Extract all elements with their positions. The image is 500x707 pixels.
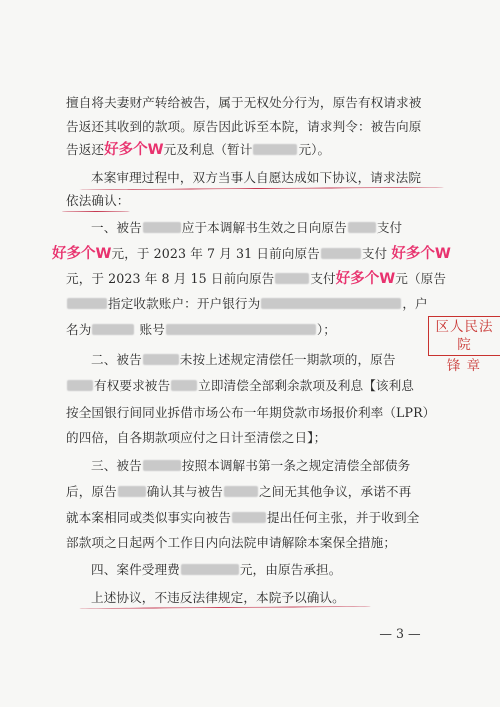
text-segment: 后，原告 <box>66 484 117 499</box>
redaction <box>67 298 107 309</box>
redaction <box>143 460 181 471</box>
paragraph-line-18: 部款项之日起两个工作日内向法院申请解除本案保全措施； <box>66 535 397 550</box>
watermark-text: 好多个W <box>335 271 396 287</box>
text-segment: 名为 <box>66 322 92 337</box>
redaction <box>321 248 361 259</box>
watermark-text: 好多个W <box>52 246 112 262</box>
text-segment: 按照本调解书第一条之规定清偿全部债务 <box>181 458 411 473</box>
text-segment: 一、被告 <box>91 220 142 235</box>
text-segment: 立即清偿全部剩余款项及利息【该利息 <box>198 378 414 393</box>
text-segment: 应于本调解书生效之日向原告 <box>181 220 347 235</box>
paragraph-line-7 <box>52 246 452 262</box>
redaction <box>118 486 146 497</box>
paragraph-line-16 <box>66 484 441 500</box>
text-segment: 指定收款账户：开户银行为 <box>108 296 261 311</box>
redaction <box>232 512 266 523</box>
text-segment: 告返还 <box>66 142 105 157</box>
page-number: — 3 — <box>379 626 421 641</box>
stamp-line-2: 锋 章 <box>446 358 482 374</box>
paragraph-line-9 <box>66 296 441 312</box>
text-segment: 四、案件受理费 <box>91 562 180 577</box>
text-segment: 确认其与被告 <box>146 484 223 499</box>
paragraph-line-10 <box>66 322 441 338</box>
paragraph-line-19 <box>91 562 441 578</box>
red-underline <box>79 606 371 609</box>
paragraph-line-6 <box>91 220 441 236</box>
redaction <box>261 298 401 309</box>
paragraph-line-2: 告返还其收到的款项。原告因此诉至本院，请求判令：被告向原 <box>66 119 422 134</box>
redaction <box>143 222 181 233</box>
paragraph-line-11 <box>91 352 441 368</box>
text-segment: 支付 <box>310 271 336 286</box>
text-segment: ）； <box>316 322 336 337</box>
text-segment: 元）。 <box>298 142 331 157</box>
redaction <box>181 564 239 575</box>
redaction <box>166 324 316 335</box>
paragraph-line-14: 的四倍，自各期款项应付之日计至清偿之日】； <box>66 430 327 445</box>
text-segment: 支付 <box>376 220 403 235</box>
paragraph-line-3 <box>66 142 441 158</box>
text-segment: 三、被告 <box>91 458 142 473</box>
text-segment: 元，由原告承担。 <box>239 562 342 577</box>
paragraph-line-5: 依法确认： <box>66 193 130 208</box>
paragraph-line-13: 按全国银行间同业拆借市场公布一年期贷款市场报价利率（LPR） <box>66 405 436 420</box>
text-segment: 支付 <box>361 246 388 261</box>
paragraph-line-8 <box>66 271 447 287</box>
text-segment: 提出任何主张，并于收到全 <box>267 510 420 525</box>
redaction <box>253 144 297 155</box>
paragraph-line-20: 上述协议，不违反法律规定，本院予以确认。 <box>91 590 345 605</box>
stamp-line-1: 区人民法院 <box>428 316 500 356</box>
redaction <box>67 380 93 391</box>
watermark-text: 好多个W <box>104 142 164 158</box>
redaction <box>348 222 376 233</box>
redaction <box>143 354 179 365</box>
paragraph-line-4: 本案审理过程中，双方当事人自愿达成如下协议，请求法院 <box>91 170 422 185</box>
text-segment: 未按上述规定清偿任一期款项的，原告 <box>179 352 396 367</box>
redaction <box>275 273 309 284</box>
red-underline <box>79 187 444 191</box>
paragraph-line-1: 擅自将夫妻财产转给被告，属于无权处分行为，原告有权请求被 <box>66 95 422 110</box>
redaction <box>92 324 134 335</box>
paragraph-line-15 <box>91 458 441 474</box>
text-segment: 二、被告 <box>91 352 142 367</box>
paragraph-line-12 <box>66 378 441 394</box>
text-segment: 之间无其他争议，承诺不再 <box>258 484 412 499</box>
watermark-text: 好多个W <box>391 246 451 262</box>
text-segment: 有权要求被告 <box>94 378 171 393</box>
text-segment: 元（原告 <box>395 271 447 286</box>
text-segment: ，户 <box>402 296 428 311</box>
text-segment: 就本案相同或类似事实向被告 <box>66 510 232 525</box>
text-segment: 元，于 2023 年 8 月 15 日前向原告 <box>66 271 275 286</box>
text-segment: 元，于 2023 年 7 月 31 日前向原告 <box>111 246 320 261</box>
court-seal-stamp <box>428 316 500 375</box>
redaction <box>224 486 258 497</box>
text-segment: 元及利息（暂计 <box>163 142 253 157</box>
paragraph-line-17 <box>66 510 441 526</box>
redaction <box>171 380 197 391</box>
text-segment: 账号 <box>139 322 165 337</box>
red-underline <box>62 211 130 212</box>
